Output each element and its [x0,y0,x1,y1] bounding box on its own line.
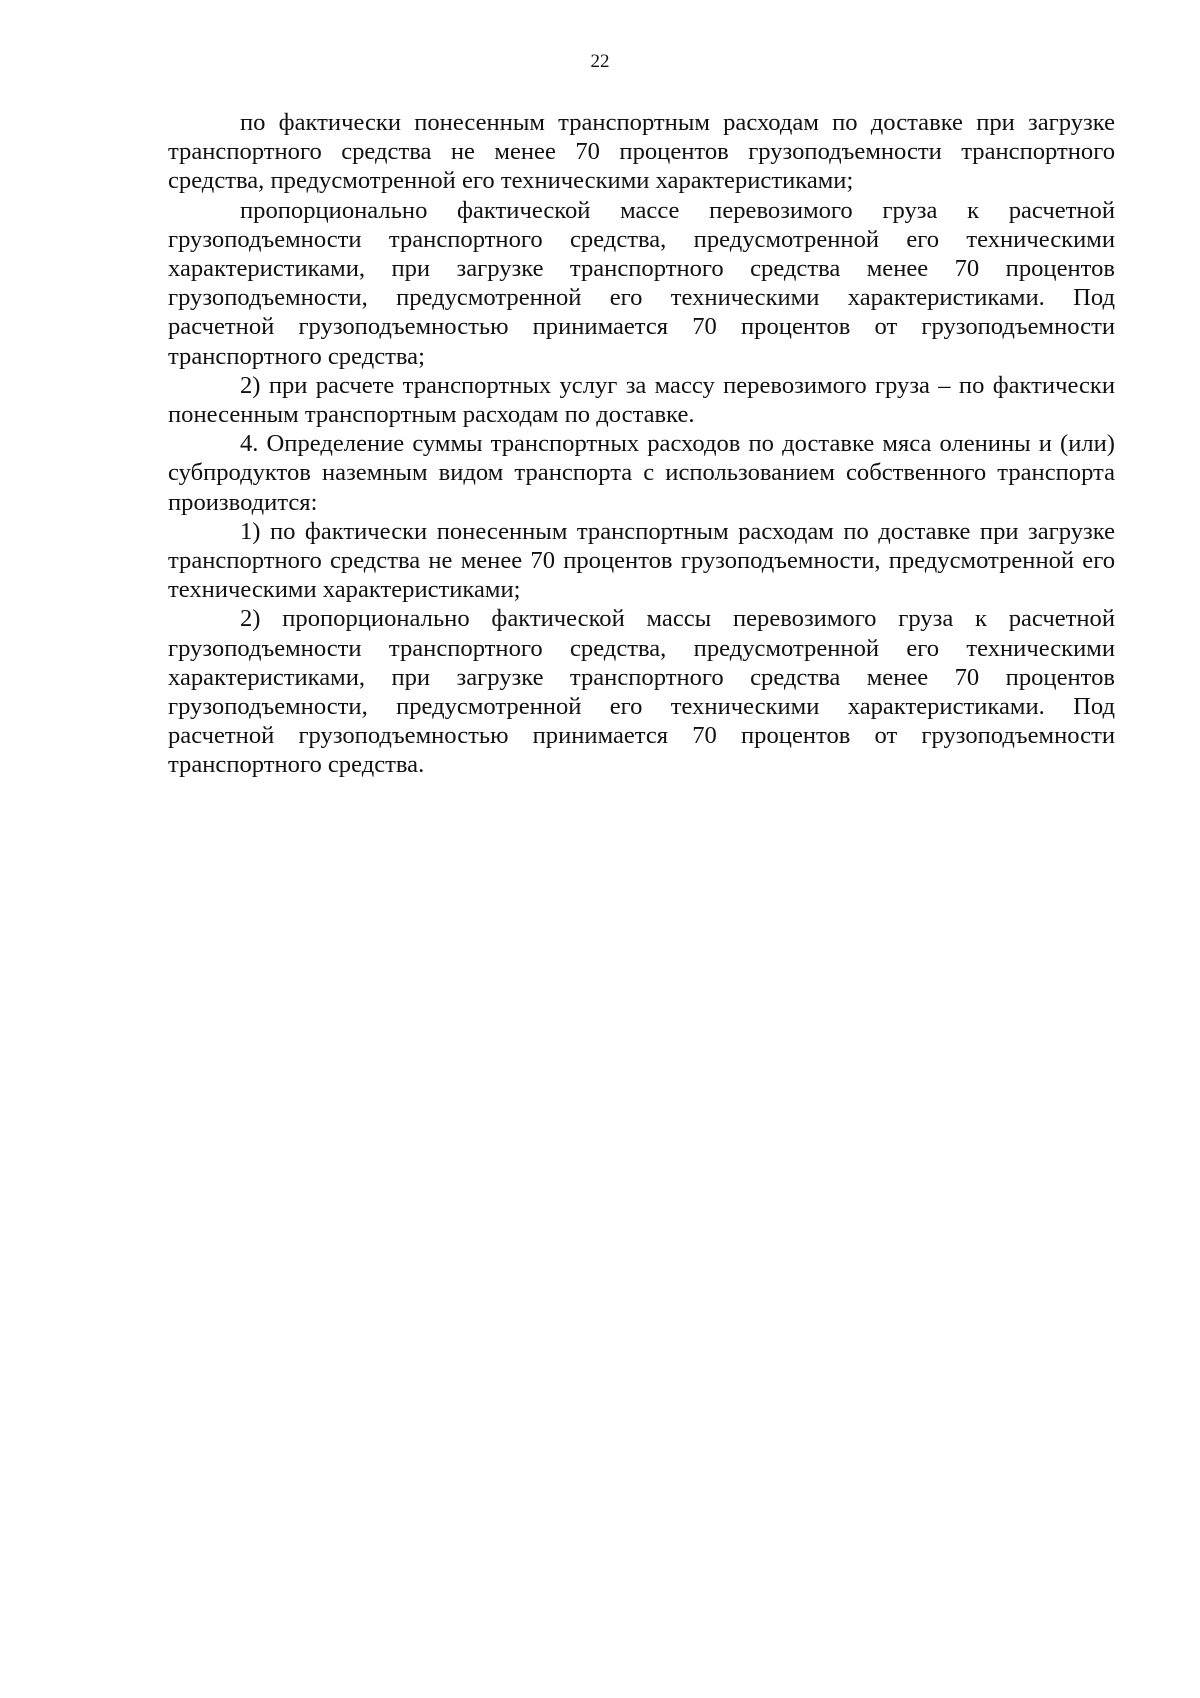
paragraph: 2) пропорционально фактической массы перевозимого груза к расчетной грузоподъемности транспортного средства, предусмотренной его техническими характеристиками, при загрузке транспортного средства менее 70 процентов грузоподъемности, предусмотренной его техническими характеристиками. Под расчетной грузоподъемностью принимается 70 процентов от грузоподъемности транспортного средства. [168,605,1115,779]
paragraph: пропорционально фактической массе перевозимого груза к расчетной грузоподъемности транспортного средства, предусмотренной его техническими характеристиками, при загрузке транспортного средства менее 70 процентов грузоподъемности, предусмотренной его техническими характеристиками. Под расчетной грузоподъемностью принимается 70 процентов от грузоподъемности транспортного средства; [168,196,1115,370]
paragraph: 2) при расчете транспортных услуг за массу перевозимого груза – по фактически понесенным транспортным расходам по доставке. [168,371,1115,429]
paragraph: по фактически понесенным транспортным расходам по доставке при загрузке транспортного средства не менее 70 процентов грузоподъемности транспортного средства, предусмотренной его техническими характеристиками; [168,109,1115,195]
document-body [168,108,1115,780]
paragraph: 1) по фактически понесенным транспортным расходам по доставке при загрузке транспортного средства не менее 70 процентов грузоподъемности, предусмотренной его техническими характеристиками; [168,517,1115,604]
page-number: 22 [590,51,610,72]
paragraph: 4. Определение суммы транспортных расходов по доставке мяса оленины и (или) субпродуктов наземным видом транспорта с использованием собственного транспорта производится: [168,430,1115,516]
